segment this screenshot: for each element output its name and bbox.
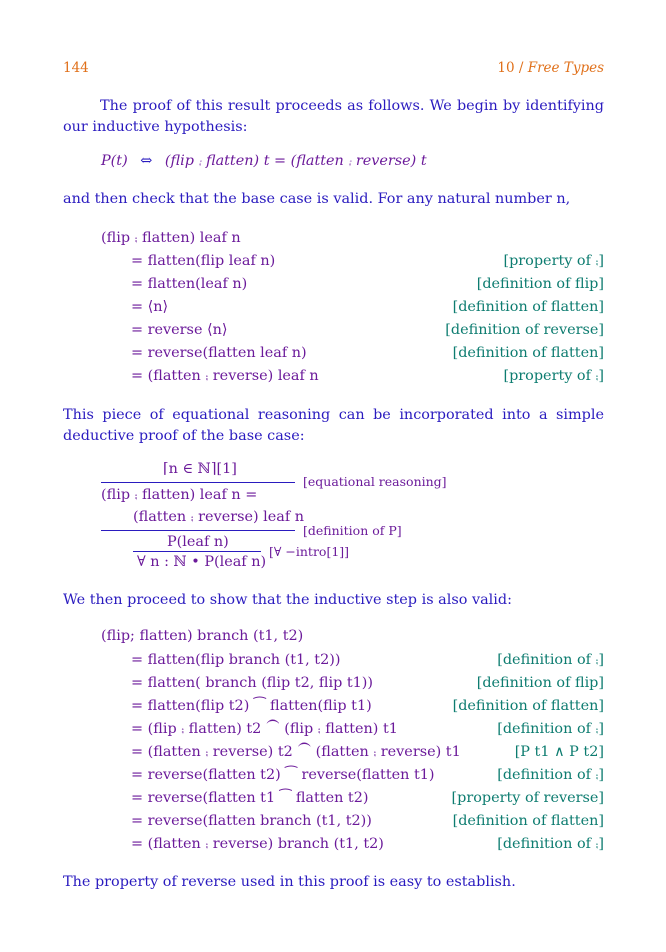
step-calc-start: (flip; flatten) branch (t1, t2) [101,628,304,644]
base-step-justification: [definition of flatten] [452,299,604,315]
base-step-expr: = flatten(flip leaf n) [131,253,276,269]
inductive-step-justification: [definition of flatten] [452,698,604,714]
deduction-conclusion-3: ∀ n : ℕ • P(leaf n) [137,554,267,570]
base-step-justification: [property of ⨾] [503,368,604,384]
hypothesis-rhs: (flip ⨾ flatten) t = (flatten ⨾ reverse) t [164,153,427,169]
paragraph-deductive: This piece of equational reasoning can be incorporated into a simple deductive proof of the base case: [63,407,604,444]
deduction-conclusion-1a: (flip ⨾ flatten) leaf n = [101,487,258,503]
base-step-expr: = reverse ⟨n⟩ [131,322,228,338]
inductive-step-expr: = reverse(flatten t1 ⁀ flatten t2) [131,790,369,806]
rule-label-1: [equational reasoning] [303,474,447,489]
hypothesis-lhs: P(t) [101,153,128,169]
base-step-justification: [definition of flip] [476,276,604,292]
paragraph-inductive-step: We then proceed to show that the inductive step is also valid: [63,592,512,608]
inductive-step-expr: = reverse(flatten t2) ⁀ reverse(flatten t1) [131,767,435,783]
base-step-justification: [definition of reverse] [445,322,604,338]
inductive-step-expr: = (flatten ⨾ reverse) t2 ⁀ (flatten ⨾ reverse) t1 [131,744,461,760]
base-step-justification: [property of ⨾] [503,253,604,269]
inference-rule-line-1 [101,482,295,483]
inductive-step-justification: [P t1 ∧ P t2] [514,744,604,760]
inductive-step-justification: [property of reverse] [451,790,604,806]
inductive-step-justification: [definition of ⨾] [497,721,604,737]
paragraph-intro: The proof of this result proceeds as follows. We begin by identifying our inductive hypothesis: [63,98,604,135]
base-step-expr: = flatten(leaf n) [131,276,248,292]
inference-rule-line-3 [133,551,261,552]
inductive-hypothesis [101,153,427,169]
chapter-number: 10 [497,60,515,76]
base-step-expr: = (flatten ⨾ reverse) leaf n [131,368,319,384]
base-step-expr: = reverse(flatten leaf n) [131,345,307,361]
inductive-step-justification: [definition of ⨾] [497,767,604,783]
base-step-expr: = ⟨n⟩ [131,299,169,315]
deduction-assumption: ⌈n ∈ ℕ⌉[1] [163,461,237,477]
running-header: 10 / Free Types [497,60,604,76]
inductive-step-expr: = (flatten ⨾ reverse) branch (t1, t2) [131,836,384,852]
base-calc-start: (flip ⨾ flatten) leaf n [101,230,241,246]
base-step-justification: [definition of flatten] [452,345,604,361]
inductive-step-expr: = flatten(flip t2) ⁀ flatten(flip t1) [131,698,372,714]
inductive-step-expr: = reverse(flatten branch (t1, t2)) [131,813,372,829]
rule-label-3: [∀ −intro[1]] [269,544,350,559]
page-number: 144 [63,60,89,76]
inductive-step-expr: = (flip ⨾ flatten) t2 ⁀ (flip ⨾ flatten) t1 [131,721,398,737]
chapter-title: Free Types [527,60,604,76]
inductive-step-justification: [definition of flip] [476,675,604,691]
inductive-step-expr: = flatten( branch (flip t2, flip t1)) [131,675,374,691]
rule-label-2: [definition of P] [303,523,402,538]
paragraph-base-case: and then check that the base case is valid. For any natural number n, [63,191,571,207]
inference-rule-line-2 [101,530,295,531]
deduction-conclusion-2: P(leaf n) [167,534,229,550]
inductive-step-justification: [definition of flatten] [452,813,604,829]
inductive-step-expr: = flatten(flip branch (t1, t2)) [131,652,341,668]
inductive-step-justification: [definition of ⨾] [497,652,604,668]
paragraph-reverse-property: The property of reverse used in this proof is easy to establish. [63,874,516,890]
deduction-conclusion-1b: (flatten ⨾ reverse) leaf n [133,509,305,525]
inductive-step-justification: [definition of ⨾] [497,836,604,852]
iff-symbol: ⇔ [140,153,153,169]
